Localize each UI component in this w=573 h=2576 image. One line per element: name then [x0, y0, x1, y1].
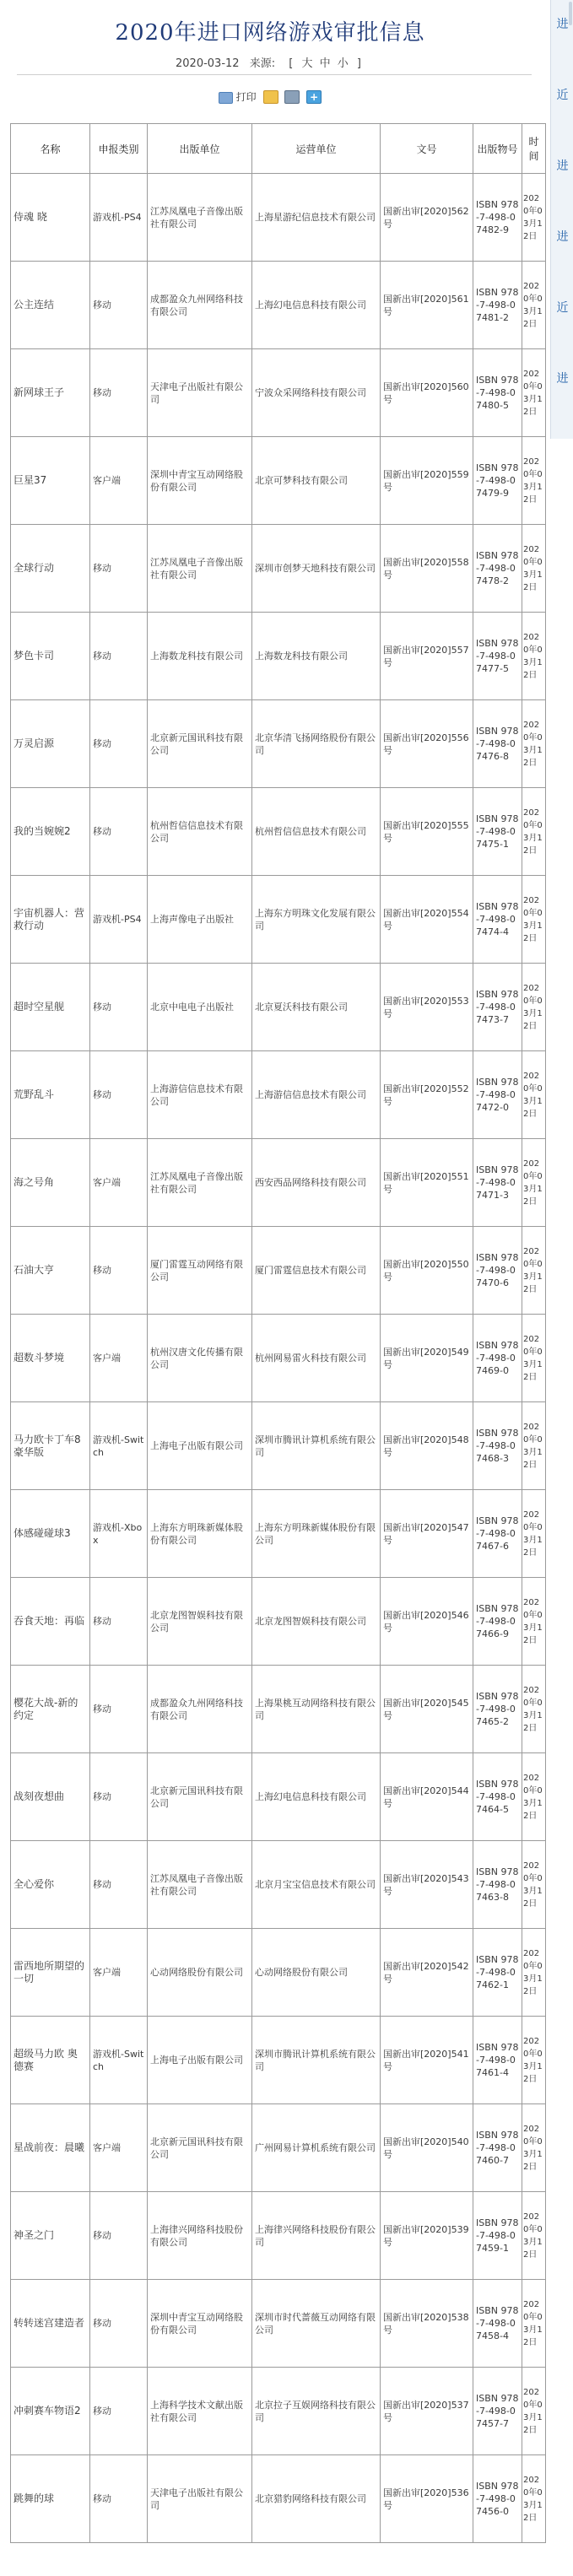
cell-isbn: ISBN 978-7-498-07467-6 — [473, 1490, 522, 1578]
font-size-small-link[interactable]: 小 — [337, 57, 349, 70]
cell-operator: 广州网易计算机系统有限公司 — [252, 2104, 381, 2192]
cell-operator: 宁波众采网络科技有限公司 — [252, 349, 381, 437]
table-row — [11, 1753, 546, 1841]
cell-publisher: 北京新元国讯科技有限公司 — [148, 1753, 252, 1841]
cell-operator: 厦门雷霆信息技术有限公司 — [252, 1227, 381, 1315]
cell-publisher: 北京新元国讯科技有限公司 — [148, 2104, 252, 2192]
cell-operator: 西安西品网络科技有限公司 — [252, 1139, 381, 1227]
cell-name: 新网球王子 — [11, 349, 90, 437]
cell-category: 客户端 — [90, 437, 148, 525]
cell-doc-no: 国新出审[2020]554号 — [381, 876, 473, 964]
cell-category: 移动 — [90, 2455, 148, 2543]
table-row — [11, 1666, 546, 1753]
cell-category: 客户端 — [90, 2104, 148, 2192]
font-size-switcher — [285, 57, 365, 70]
table-row — [11, 525, 546, 613]
cell-date: 2020年03月12日 — [522, 2017, 546, 2104]
cell-doc-no: 国新出审[2020]551号 — [381, 1139, 473, 1227]
side-nav-item[interactable]: 近 — [556, 89, 569, 102]
cell-publisher: 上海科学技术文献出版社有限公司 — [148, 2368, 252, 2455]
table-row — [11, 349, 546, 437]
table-row — [11, 2280, 546, 2368]
col-header-doc-no: 文号 — [381, 124, 473, 174]
cell-doc-no: 国新出审[2020]544号 — [381, 1753, 473, 1841]
font-size-large-link[interactable]: 大 — [301, 57, 313, 70]
table-row — [11, 1929, 546, 2017]
cell-category: 移动 — [90, 2368, 148, 2455]
table-row — [11, 2455, 546, 2543]
cell-isbn: ISBN 978-7-498-07466-9 — [473, 1578, 522, 1666]
cell-date: 2020年03月12日 — [522, 1051, 546, 1139]
cell-publisher: 杭州汉唐文化传播有限公司 — [148, 1315, 252, 1402]
cell-date: 2020年03月12日 — [522, 1841, 546, 1929]
cell-category: 游戏机-Switch — [90, 2017, 148, 2104]
cell-isbn: ISBN 978-7-498-07458-4 — [473, 2280, 522, 2368]
cell-date: 2020年03月12日 — [522, 1666, 546, 1753]
cell-publisher: 天津电子出版社有限公司 — [148, 349, 252, 437]
cell-name: 万灵启源 — [11, 700, 90, 788]
cell-isbn: ISBN 978-7-498-07468-3 — [473, 1402, 522, 1490]
cell-name: 马力欧卡丁车8豪华版 — [11, 1402, 90, 1490]
cell-doc-no: 国新出审[2020]540号 — [381, 2104, 473, 2192]
cell-isbn: ISBN 978-7-498-07470-6 — [473, 1227, 522, 1315]
side-nav — [550, 0, 573, 439]
cell-name: 超时空星舰 — [11, 964, 90, 1051]
cell-publisher: 深圳中青宝互动网络股份有限公司 — [148, 2280, 252, 2368]
cell-date: 2020年03月12日 — [522, 525, 546, 613]
table-row — [11, 613, 546, 700]
cell-name: 体感碰碰球3 — [11, 1490, 90, 1578]
cell-publisher: 上海游信信息技术有限公司 — [148, 1051, 252, 1139]
source-label: 来源: — [249, 57, 276, 70]
cell-date: 2020年03月12日 — [522, 1227, 546, 1315]
cell-operator: 北京可梦科技有限公司 — [252, 437, 381, 525]
cell-publisher: 深圳中青宝互动网络股份有限公司 — [148, 437, 252, 525]
cell-publisher: 北京龙图智娱科技有限公司 — [148, 1578, 252, 1666]
table-header-row — [11, 124, 546, 174]
cell-isbn: ISBN 978-7-498-07461-4 — [473, 2017, 522, 2104]
cell-publisher: 上海东方明珠新媒体股份有限公司 — [148, 1490, 252, 1578]
cell-publisher: 上海电子出版有限公司 — [148, 1402, 252, 1490]
cell-isbn: ISBN 978-7-498-07459-1 — [473, 2192, 522, 2280]
camera-icon[interactable] — [284, 90, 300, 104]
cell-publisher: 江苏凤凰电子音像出版社有限公司 — [148, 1841, 252, 1929]
cell-operator: 上海幻电信息科技有限公司 — [252, 262, 381, 349]
cell-publisher: 成都盈众九州网络科技有限公司 — [148, 1666, 252, 1753]
cell-date: 2020年03月12日 — [522, 262, 546, 349]
cell-name: 石油大亨 — [11, 1227, 90, 1315]
table-row — [11, 262, 546, 349]
cell-name: 樱花大战-新的约定 — [11, 1666, 90, 1753]
mail-icon[interactable] — [263, 90, 278, 104]
cell-publisher: 北京新元国讯科技有限公司 — [148, 700, 252, 788]
table-row — [11, 788, 546, 876]
cell-doc-no: 国新出审[2020]539号 — [381, 2192, 473, 2280]
cell-category: 游戏机-Xbox — [90, 1490, 148, 1578]
cell-publisher: 心动网络股份有限公司 — [148, 1929, 252, 2017]
table-row — [11, 1490, 546, 1578]
cell-category: 游戏机-PS4 — [90, 876, 148, 964]
table-row — [11, 1315, 546, 1402]
cell-isbn: ISBN 978-7-498-07462-1 — [473, 1929, 522, 2017]
side-nav-item[interactable]: 近 — [556, 301, 569, 315]
side-nav-item[interactable]: 进 — [556, 230, 569, 244]
cell-operator: 上海果桃互动网络科技有限公司 — [252, 1666, 381, 1753]
cell-name: 梦色卡司 — [11, 613, 90, 700]
cell-isbn: ISBN 978-7-498-07479-9 — [473, 437, 522, 525]
cell-doc-no: 国新出审[2020]557号 — [381, 613, 473, 700]
cell-operator: 深圳市创梦天地科技有限公司 — [252, 525, 381, 613]
cell-date: 2020年03月12日 — [522, 174, 546, 262]
cell-isbn: ISBN 978-7-498-07457-7 — [473, 2368, 522, 2455]
cell-isbn: ISBN 978-7-498-07480-5 — [473, 349, 522, 437]
cell-category: 移动 — [90, 1841, 148, 1929]
cell-date: 2020年03月12日 — [522, 613, 546, 700]
cell-isbn: ISBN 978-7-498-07474-4 — [473, 876, 522, 964]
table-row — [11, 1578, 546, 1666]
cell-category: 移动 — [90, 525, 148, 613]
cell-operator: 上海幻电信息科技有限公司 — [252, 1753, 381, 1841]
cell-doc-no: 国新出审[2020]546号 — [381, 1578, 473, 1666]
cell-doc-no: 国新出审[2020]560号 — [381, 349, 473, 437]
bracket-open: [ — [289, 57, 294, 70]
cell-doc-no: 国新出审[2020]553号 — [381, 964, 473, 1051]
cell-publisher: 厦门雷霆互动网络有限公司 — [148, 1227, 252, 1315]
cell-publisher: 成都盈众九州网络科技有限公司 — [148, 262, 252, 349]
header-divider — [17, 74, 532, 75]
cell-category: 移动 — [90, 1051, 148, 1139]
cell-doc-no: 国新出审[2020]543号 — [381, 1841, 473, 1929]
table-row — [11, 437, 546, 525]
cell-date: 2020年03月12日 — [522, 437, 546, 525]
cell-date: 2020年03月12日 — [522, 1578, 546, 1666]
cell-date: 2020年03月12日 — [522, 2368, 546, 2455]
cell-name: 超数斗梦境 — [11, 1315, 90, 1402]
cell-name: 战刻夜想曲 — [11, 1753, 90, 1841]
cell-name: 吞食天地：再临 — [11, 1578, 90, 1666]
cell-isbn: ISBN 978-7-498-07482-9 — [473, 174, 522, 262]
cell-category: 移动 — [90, 1753, 148, 1841]
cell-category: 移动 — [90, 613, 148, 700]
table-row — [11, 876, 546, 964]
side-nav-item[interactable]: 进 — [556, 159, 569, 173]
cell-date: 2020年03月12日 — [522, 1139, 546, 1227]
cell-isbn: ISBN 978-7-498-07472-0 — [473, 1051, 522, 1139]
cell-operator: 北京猎豹网络科技有限公司 — [252, 2455, 381, 2543]
cell-isbn: ISBN 978-7-498-07476-8 — [473, 700, 522, 788]
cell-doc-no: 国新出审[2020]549号 — [381, 1315, 473, 1402]
cell-doc-no: 国新出审[2020]555号 — [381, 788, 473, 876]
cell-category: 游戏机-Switch — [90, 1402, 148, 1490]
cell-date: 2020年03月12日 — [522, 788, 546, 876]
table-row — [11, 2017, 546, 2104]
cell-category: 游戏机-PS4 — [90, 174, 148, 262]
cell-isbn: ISBN 978-7-498-07473-7 — [473, 964, 522, 1051]
cell-operator: 上海游信信息技术有限公司 — [252, 1051, 381, 1139]
approval-table — [10, 123, 546, 2543]
cell-publisher: 上海律兴网络科技股份有限公司 — [148, 2192, 252, 2280]
cell-name: 星战前夜：晨曦 — [11, 2104, 90, 2192]
cell-date: 2020年03月12日 — [522, 1315, 546, 1402]
cell-isbn: ISBN 978-7-498-07464-5 — [473, 1753, 522, 1841]
print-icon — [219, 92, 233, 104]
cell-publisher: 江苏凤凰电子音像出版社有限公司 — [148, 525, 252, 613]
cell-category: 移动 — [90, 2192, 148, 2280]
table-row — [11, 174, 546, 262]
cell-date: 2020年03月12日 — [522, 1490, 546, 1578]
table-row — [11, 964, 546, 1051]
table-row — [11, 2368, 546, 2455]
cell-publisher: 北京中电电子出版社 — [148, 964, 252, 1051]
cell-category: 移动 — [90, 1227, 148, 1315]
cell-operator: 上海律兴网络科技股份有限公司 — [252, 2192, 381, 2280]
cell-doc-no: 国新出审[2020]537号 — [381, 2368, 473, 2455]
table-body — [11, 174, 546, 2543]
cell-publisher: 上海数龙科技有限公司 — [148, 613, 252, 700]
cell-date: 2020年03月12日 — [522, 2280, 546, 2368]
cell-date: 2020年03月12日 — [522, 964, 546, 1051]
cell-doc-no: 国新出审[2020]538号 — [381, 2280, 473, 2368]
font-size-medium-link[interactable]: 中 — [319, 57, 331, 70]
cell-operator: 北京华清飞扬网络股份有限公司 — [252, 700, 381, 788]
print-label: 打印 — [235, 91, 257, 103]
cell-name: 超级马力欧 奥德赛 — [11, 2017, 90, 2104]
cell-date: 2020年03月12日 — [522, 2192, 546, 2280]
side-scrollbar[interactable] — [569, 2, 572, 25]
cell-isbn: ISBN 978-7-498-07481-2 — [473, 262, 522, 349]
cell-operator: 深圳市时代蔷薇互动网络有限公司 — [252, 2280, 381, 2368]
cell-date: 2020年03月12日 — [522, 1402, 546, 1490]
publish-date: 2020-03-12 — [176, 57, 240, 70]
cell-name: 全球行动 — [11, 525, 90, 613]
cell-name: 全心爱你 — [11, 1841, 90, 1929]
cell-publisher: 杭州哲信信息技术有限公司 — [148, 788, 252, 876]
cell-name: 海之号角 — [11, 1139, 90, 1227]
cell-category: 客户端 — [90, 1139, 148, 1227]
cell-date: 2020年03月12日 — [522, 700, 546, 788]
cell-name: 冲刺赛车物语2 — [11, 2368, 90, 2455]
cell-doc-no: 国新出审[2020]559号 — [381, 437, 473, 525]
cell-date: 2020年03月12日 — [522, 1753, 546, 1841]
table-row — [11, 1227, 546, 1315]
cell-operator: 心动网络股份有限公司 — [252, 1929, 381, 2017]
col-header-name: 名称 — [11, 124, 90, 174]
table-row — [11, 1139, 546, 1227]
cell-operator: 上海数龙科技有限公司 — [252, 613, 381, 700]
cell-isbn: ISBN 978-7-498-07478-2 — [473, 525, 522, 613]
cell-doc-no: 国新出审[2020]541号 — [381, 2017, 473, 2104]
cell-publisher: 上海电子出版有限公司 — [148, 2017, 252, 2104]
cell-operator: 北京月宝宝信息技术有限公司 — [252, 1841, 381, 1929]
article-meta — [0, 54, 540, 70]
col-header-operator: 运营单位 — [252, 124, 381, 174]
cell-publisher: 江苏凤凰电子音像出版社有限公司 — [148, 174, 252, 262]
cell-doc-no: 国新出审[2020]550号 — [381, 1227, 473, 1315]
cell-name: 公主连结 — [11, 262, 90, 349]
table-row — [11, 1841, 546, 1929]
cell-name: 神圣之门 — [11, 2192, 90, 2280]
cell-date: 2020年03月12日 — [522, 349, 546, 437]
cell-isbn: ISBN 978-7-498-07475-1 — [473, 788, 522, 876]
cell-doc-no: 国新出审[2020]547号 — [381, 1490, 473, 1578]
cell-publisher: 江苏凤凰电子音像出版社有限公司 — [148, 1139, 252, 1227]
cell-operator: 深圳市腾讯计算机系统有限公司 — [252, 1402, 381, 1490]
table-row — [11, 1402, 546, 1490]
side-nav-item[interactable]: 进 — [556, 18, 569, 31]
cell-name: 我的当婉婉2 — [11, 788, 90, 876]
cell-name: 侍魂 晓 — [11, 174, 90, 262]
cell-category: 移动 — [90, 349, 148, 437]
cell-name: 宇宙机器人：营救行动 — [11, 876, 90, 964]
page-title: 2020年进口网络游戏审批信息 — [115, 20, 425, 46]
cell-name: 雷西地所期望的一切 — [11, 1929, 90, 2017]
col-header-category: 申报类别 — [90, 124, 148, 174]
cell-category: 移动 — [90, 964, 148, 1051]
cell-category: 移动 — [90, 2280, 148, 2368]
cell-category: 移动 — [90, 700, 148, 788]
cell-category: 移动 — [90, 1578, 148, 1666]
cell-doc-no: 国新出审[2020]542号 — [381, 1929, 473, 2017]
article-toolbar — [0, 89, 540, 104]
cell-name: 跳舞的球 — [11, 2455, 90, 2543]
table-row — [11, 700, 546, 788]
col-header-publisher: 出版单位 — [148, 124, 252, 174]
cell-name: 巨星37 — [11, 437, 90, 525]
cell-doc-no: 国新出审[2020]552号 — [381, 1051, 473, 1139]
cell-operator: 杭州哲信信息技术有限公司 — [252, 788, 381, 876]
cell-doc-no: 国新出审[2020]548号 — [381, 1402, 473, 1490]
cell-operator: 北京夏沃科技有限公司 — [252, 964, 381, 1051]
cell-doc-no: 国新出审[2020]561号 — [381, 262, 473, 349]
cell-operator: 上海星游纪信息技术有限公司 — [252, 174, 381, 262]
cell-date: 2020年03月12日 — [522, 2104, 546, 2192]
cell-category: 移动 — [90, 1666, 148, 1753]
cell-category: 客户端 — [90, 1315, 148, 1402]
col-header-isbn: 出版物号 — [473, 124, 522, 174]
bracket-close: ] — [356, 57, 361, 70]
cell-publisher: 上海声像电子出版社 — [148, 876, 252, 964]
side-nav-item[interactable]: 进 — [556, 372, 569, 386]
table-row — [11, 2104, 546, 2192]
cell-doc-no: 国新出审[2020]545号 — [381, 1666, 473, 1753]
plus-icon[interactable]: + — [306, 90, 322, 104]
cell-category: 客户端 — [90, 1929, 148, 2017]
cell-doc-no: 国新出审[2020]536号 — [381, 2455, 473, 2543]
cell-isbn: ISBN 978-7-498-07460-7 — [473, 2104, 522, 2192]
cell-isbn: ISBN 978-7-498-07465-2 — [473, 1666, 522, 1753]
cell-operator: 上海东方明珠文化发展有限公司 — [252, 876, 381, 964]
cell-category: 移动 — [90, 788, 148, 876]
cell-name: 转转迷宫建造者 — [11, 2280, 90, 2368]
col-header-date: 时间 — [522, 124, 546, 174]
cell-name: 荒野乱斗 — [11, 1051, 90, 1139]
cell-isbn: ISBN 978-7-498-07463-8 — [473, 1841, 522, 1929]
cell-isbn: ISBN 978-7-498-07456-0 — [473, 2455, 522, 2543]
cell-isbn: ISBN 978-7-498-07469-0 — [473, 1315, 522, 1402]
cell-doc-no: 国新出审[2020]556号 — [381, 700, 473, 788]
print-button[interactable] — [219, 89, 257, 104]
cell-operator: 北京拉子互娱网络科技有限公司 — [252, 2368, 381, 2455]
cell-operator: 深圳市腾讯计算机系统有限公司 — [252, 2017, 381, 2104]
cell-date: 2020年03月12日 — [522, 1929, 546, 2017]
cell-publisher: 天津电子出版社有限公司 — [148, 2455, 252, 2543]
cell-isbn: ISBN 978-7-498-07477-5 — [473, 613, 522, 700]
cell-operator: 杭州网易雷火科技有限公司 — [252, 1315, 381, 1402]
cell-date: 2020年03月12日 — [522, 2455, 546, 2543]
cell-category: 移动 — [90, 262, 148, 349]
cell-doc-no: 国新出审[2020]558号 — [381, 525, 473, 613]
cell-isbn: ISBN 978-7-498-07471-3 — [473, 1139, 522, 1227]
cell-doc-no: 国新出审[2020]562号 — [381, 174, 473, 262]
cell-operator: 北京龙图智娱科技有限公司 — [252, 1578, 381, 1666]
table-row — [11, 1051, 546, 1139]
cell-operator: 上海东方明珠新媒体股份有限公司 — [252, 1490, 381, 1578]
table-row — [11, 2192, 546, 2280]
cell-date: 2020年03月12日 — [522, 876, 546, 964]
